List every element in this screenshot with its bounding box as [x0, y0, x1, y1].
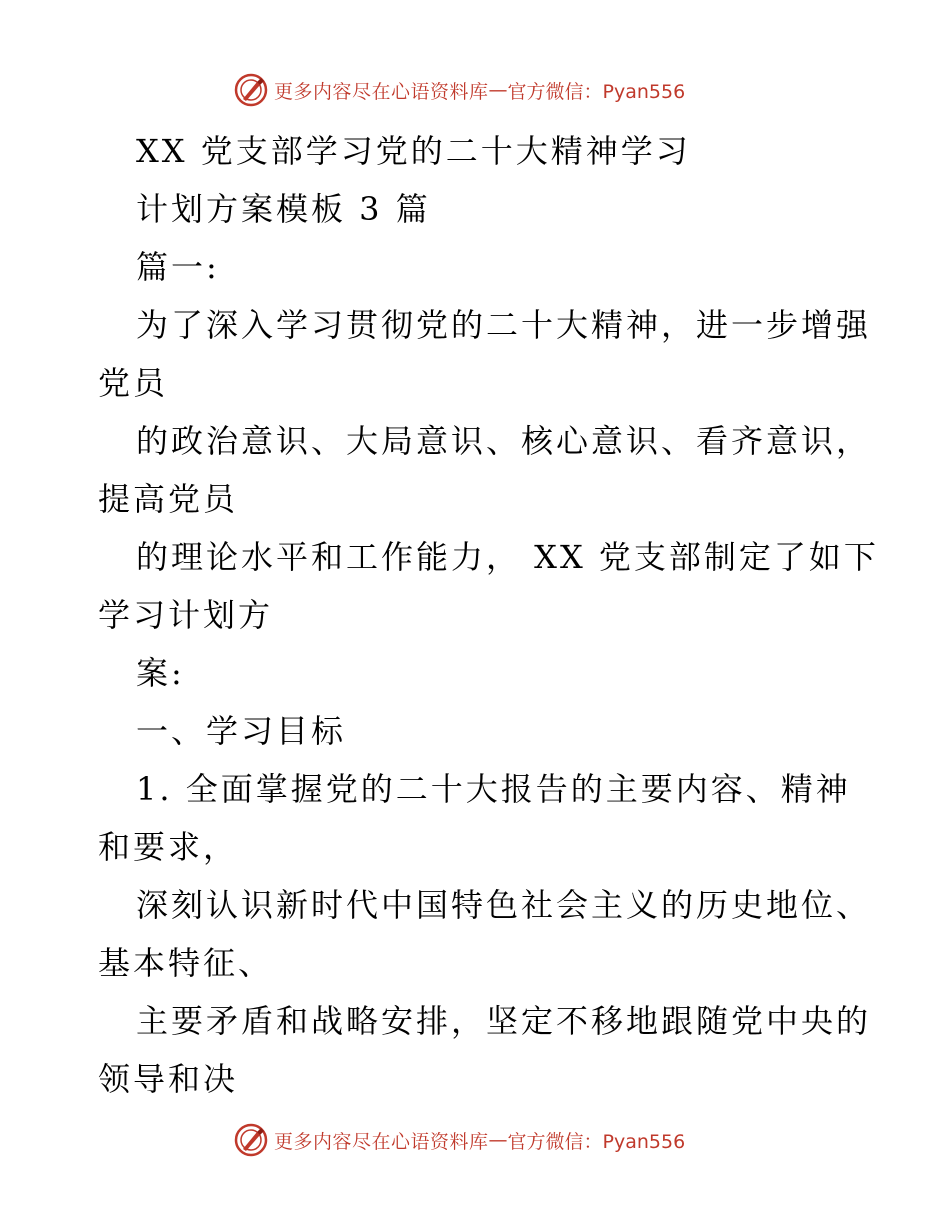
text-line: 计划方案模板 3 篇 — [136, 190, 431, 228]
text-line: 深刻认识新时代中国特色社会主义的历史地位、 — [136, 886, 872, 924]
watermark-site-text: 更多内容尽在心语资料库 — [274, 1130, 489, 1153]
text-line: 和要求， — [98, 828, 239, 866]
watermark-footer — [234, 1120, 685, 1160]
text-line: 为了深入学习贯彻党的二十大精神，进一步增强 — [136, 306, 872, 344]
text-line: 学习计划方 — [98, 596, 274, 634]
text-line: 一、学习目标 — [136, 712, 347, 750]
watermark-separator: — — [488, 1129, 508, 1151]
text-line: 基本特征、 — [98, 944, 274, 982]
watermark-header — [234, 70, 685, 110]
watermark-site-text: 更多内容尽在心语资料库 — [274, 80, 489, 103]
text-line: 篇一: — [136, 248, 220, 286]
text-line: 的政治意识、大局意识、核心意识、看齐意识， — [136, 422, 872, 460]
text-line: 的理论水平和工作能力， XX 党支部制定了如下 — [136, 538, 879, 576]
text-line: XX 党支部学习党的二十大精神学习 — [136, 132, 691, 170]
pen-logo-icon — [234, 1123, 268, 1157]
document-body — [98, 122, 879, 1108]
watermark-account-text: 官方微信：Pyan556 — [507, 1130, 686, 1153]
text-line: 1. 全面掌握党的二十大报告的主要内容、精神 — [136, 770, 851, 808]
text-line: 案: — [136, 654, 185, 692]
text-line: 领导和决 — [98, 1060, 239, 1098]
text-line: 党员 — [98, 364, 169, 402]
text-line: 主要矛盾和战略安排，坚定不移地跟随党中央的 — [136, 1002, 872, 1040]
text-line: 提高党员 — [98, 480, 239, 518]
watermark-separator: — — [488, 79, 508, 101]
watermark-account-text: 官方微信：Pyan556 — [507, 80, 686, 103]
pen-logo-icon — [234, 73, 268, 107]
